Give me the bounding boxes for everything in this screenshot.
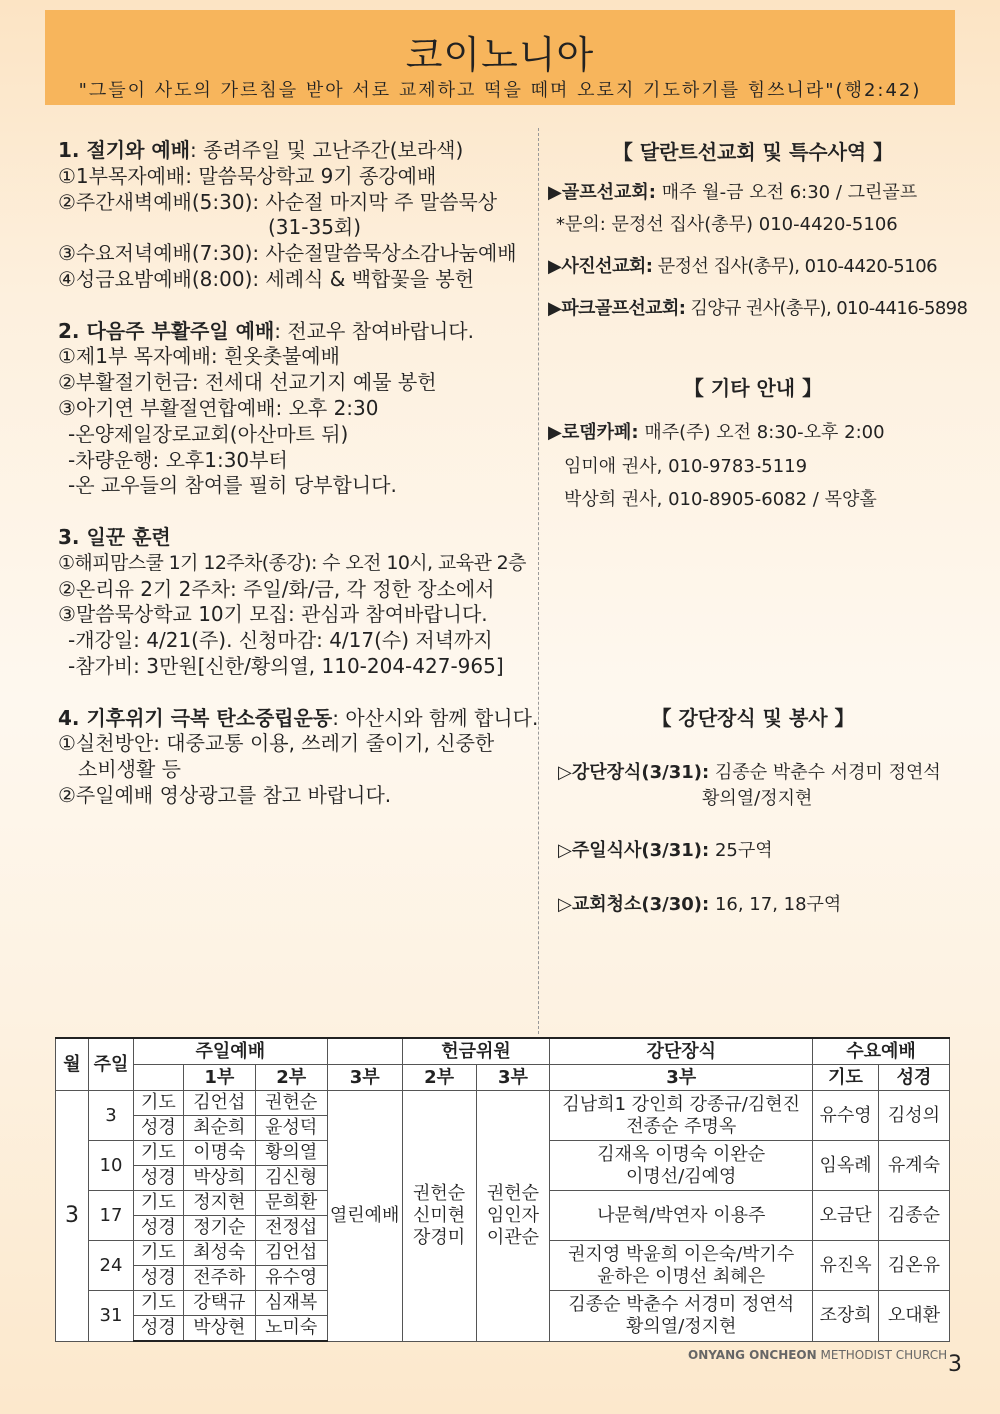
section-heading-text: : 아산시와 함께 합니다.	[332, 705, 539, 730]
altar-line: 나문혁/박연자 이용주	[597, 1204, 766, 1226]
role-label: 기도	[133, 1141, 183, 1166]
name-cell: 권헌순	[255, 1091, 327, 1116]
role-label: 기도	[133, 1091, 183, 1116]
text-line: ②주일예배 영상광고를 참고 바랍니다.	[58, 782, 392, 807]
offering-name: 권헌순	[486, 1182, 540, 1204]
clean-value: 16, 17, 18구역	[714, 894, 842, 915]
text-line: ③수요저녁예배(7:30): 사순절말씀묵상소감나눔예배	[58, 241, 517, 266]
offering-name: 임인자	[486, 1204, 540, 1226]
meal-label: ▷주일식사(3/31):	[558, 840, 710, 861]
role-label: 성경	[133, 1166, 183, 1191]
photo-label: ▶사진선교회:	[548, 256, 653, 277]
sunday-meal	[558, 836, 773, 862]
section-worship	[58, 138, 538, 293]
role-label: 기도	[133, 1241, 183, 1266]
church-cleaning	[558, 890, 841, 916]
text-line: -개강일: 4/21(주). 신청마감: 4/17(수) 저녁까지	[68, 628, 493, 653]
altar-decoration	[558, 758, 941, 784]
clean-label: ▷교회청소(3/30):	[558, 894, 710, 915]
open-worship-cell: 열린예배	[327, 1091, 402, 1342]
altar-cell	[550, 1091, 813, 1141]
column-divider	[538, 128, 539, 1034]
section-heading: 1. 절기와 예배	[58, 138, 191, 162]
week-day: 17	[88, 1191, 133, 1241]
etc-heading: 【 기타 안내 】	[683, 376, 823, 400]
header-banner	[45, 10, 955, 105]
altar-line: 황의열/정지현	[626, 1315, 737, 1337]
name-cell: 심재복	[255, 1291, 327, 1316]
name-cell: 유수영	[255, 1266, 327, 1291]
week-day: 24	[88, 1241, 133, 1291]
role-label: 기도	[133, 1191, 183, 1216]
section-training	[58, 525, 538, 680]
parkgolf-label: ▶파크골프선교회:	[548, 298, 686, 319]
church-name-bold: ONYANG ONCHEON	[688, 1348, 817, 1362]
wed-pray-cell: 조장희	[813, 1291, 879, 1342]
role-label: 기도	[133, 1291, 183, 1316]
name-cell: 최성숙	[183, 1241, 255, 1266]
altar-line: 김남희1 강인희 강종규/김현진	[562, 1093, 801, 1115]
offering-3bu-cell	[476, 1091, 550, 1342]
text-line: -차량운행: 오후1:30부터	[68, 447, 288, 472]
altar-value-2: 황의열/정지현	[702, 788, 813, 809]
subheader-offering-2bu: 2부	[402, 1065, 476, 1091]
golf-mission	[548, 178, 917, 204]
wed-bible-cell: 오대환	[878, 1291, 949, 1342]
wed-bible-cell: 김종순	[878, 1191, 949, 1241]
text-line: ②주간새벽예배(5:30): 사순절 마지막 주 말씀묵상	[58, 189, 498, 214]
golf-contact: *문의: 문정선 집사(총무) 010-4420-5106	[556, 214, 898, 235]
wed-bible-cell: 김온유	[878, 1241, 949, 1291]
month-cell: 3	[56, 1091, 89, 1342]
cafe-label: ▶로뎀카페:	[548, 422, 639, 443]
altar-cell	[550, 1141, 813, 1191]
golf-label: ▶골프선교회:	[548, 182, 656, 203]
name-cell: 황의열	[255, 1141, 327, 1166]
wed-bible-cell: 김성의	[878, 1091, 949, 1141]
photo-mission	[548, 252, 937, 278]
name-cell: 박상희	[183, 1166, 255, 1191]
altar-heading: 【 강단장식 및 봉사 】	[651, 706, 855, 730]
role-label: 성경	[133, 1216, 183, 1241]
header-week: 주일	[88, 1038, 133, 1091]
role-label: 성경	[133, 1316, 183, 1342]
cafe-value: 매주(주) 오전 8:30-오후 2:00	[644, 422, 885, 443]
parkgolf-value: 김양규 권사(총무), 010-4416-5898	[690, 298, 968, 319]
text-line: ②부활절기헌금: 전세대 선교기지 예물 봉헌	[58, 370, 437, 395]
offering-name: 이관순	[486, 1226, 540, 1248]
subheader-blank	[133, 1065, 183, 1091]
section-heading-text: : 전교우 참여바랍니다.	[274, 318, 474, 343]
text-line: ①1부목자예배: 말씀묵상학교 9기 종강예배	[58, 163, 437, 188]
church-name-footer	[688, 1348, 947, 1362]
text-line: ①제1부 목자예배: 흰옷촛불예배	[58, 344, 340, 369]
church-name-rest: METHODIST CHURCH	[816, 1348, 948, 1362]
bible-verse: "그들이 사도의 가르침을 받아 서로 교제하고 떡을 떼며 오로지 기도하기를 힘쓰니라"(행2:42)	[78, 80, 922, 101]
name-cell: 정기순	[183, 1216, 255, 1241]
altar-line: 윤하은 이명선 최혜은	[597, 1265, 766, 1287]
altar-line: 이명선/김예영	[626, 1165, 737, 1187]
name-cell: 박상현	[183, 1316, 255, 1342]
text-line: ③말씀묵상학교 10기 모집: 관심과 참여바랍니다.	[58, 602, 488, 627]
text-line: ①해피맘스쿨 1기 12주차(종강): 수 오전 10시, 교육관 2층	[58, 551, 526, 574]
subheader-bible: 성경	[878, 1065, 949, 1091]
text-line: ①실천방안: 대중교통 이용, 쓰레기 줄이기, 신중한	[58, 731, 495, 756]
subheader-pray: 기도	[813, 1065, 879, 1091]
week-day: 31	[88, 1291, 133, 1342]
section-easter	[58, 319, 538, 500]
cafe-contact-2: 박상희 권사, 010-8905-6082 / 목양홀	[564, 489, 877, 510]
header-month: 월	[56, 1038, 89, 1091]
service-schedule-table	[55, 1037, 950, 1342]
text-line: (31-35회)	[268, 215, 362, 240]
section-heading-text: : 종려주일 및 고난주간(보라색)	[190, 138, 464, 162]
text-line: ②온리유 2기 2주차: 주일/화/금, 각 정한 장소에서	[58, 576, 495, 601]
subheader-offering-3bu: 3부	[476, 1065, 550, 1091]
week-day: 10	[88, 1141, 133, 1191]
mission-heading: 【 달란트선교회 및 특수사역 】	[612, 140, 894, 164]
week-day: 3	[88, 1091, 133, 1141]
name-cell: 김신형	[255, 1166, 327, 1191]
name-cell: 정지현	[183, 1191, 255, 1216]
meal-value: 25구역	[714, 840, 773, 861]
offering-name: 신미현	[412, 1204, 466, 1226]
altar-line: 김종순 박춘수 서경미 정연석	[568, 1293, 795, 1315]
section-heading: 2. 다음주 부활주일 예배	[58, 318, 275, 343]
section-climate	[58, 706, 538, 809]
header-blank	[327, 1038, 402, 1065]
text-line: 소비생활 등	[78, 757, 181, 782]
name-cell: 노미숙	[255, 1316, 327, 1342]
name-cell: 전정섭	[255, 1216, 327, 1241]
name-cell: 최순희	[183, 1116, 255, 1141]
text-line: ④성금요밤예배(8:00): 세례식 & 백합꽃을 봉헌	[58, 266, 475, 291]
parkgolf-mission	[548, 294, 967, 320]
offering-2bu-cell	[402, 1091, 476, 1342]
name-cell: 김언섭	[183, 1091, 255, 1116]
name-cell: 전주하	[183, 1266, 255, 1291]
altar-line: 권지영 박윤희 이은숙/박기수	[568, 1243, 795, 1265]
name-cell: 문희환	[255, 1191, 327, 1216]
page-title: 코이노니아	[405, 33, 595, 77]
header-offering: 헌금위원	[402, 1038, 550, 1065]
altar-line: 전종순 주명옥	[626, 1115, 737, 1137]
text-line: ③아기연 부활절연합예배: 오후 2:30	[58, 395, 379, 420]
section-heading: 4. 기후위기 극복 탄소중립운동	[58, 705, 333, 730]
altar-cell	[550, 1241, 813, 1291]
name-cell: 강택규	[183, 1291, 255, 1316]
header-sunday-worship: 주일예배	[133, 1038, 327, 1065]
name-cell: 김언섭	[255, 1241, 327, 1266]
subheader-2bu: 2부	[255, 1065, 327, 1091]
altar-line: 김재옥 이명숙 이완순	[597, 1143, 766, 1165]
altar-cell	[550, 1291, 813, 1342]
name-cell: 이명숙	[183, 1141, 255, 1166]
header-altar: 강단장식	[550, 1038, 813, 1065]
golf-value: 매주 월-금 오전 6:30 / 그린골프	[661, 182, 918, 203]
subheader-3bu: 3부	[327, 1065, 402, 1091]
wed-pray-cell: 유수영	[813, 1091, 879, 1141]
name-cell: 윤성덕	[255, 1116, 327, 1141]
cafe-info	[548, 418, 885, 444]
offering-name: 장경미	[412, 1226, 466, 1248]
wed-bible-cell: 유계숙	[878, 1141, 949, 1191]
subheader-altar-3bu: 3부	[550, 1065, 813, 1091]
text-line: -온양제일장로교회(아산마트 뒤)	[68, 421, 349, 446]
text-line: -온 교우들의 참여를 필히 당부합니다.	[68, 473, 397, 498]
header-wednesday: 수요예배	[813, 1038, 950, 1065]
subheader-1bu: 1부	[183, 1065, 255, 1091]
page-number: 3	[948, 1352, 962, 1377]
role-label: 성경	[133, 1116, 183, 1141]
wed-pray-cell: 오금단	[813, 1191, 879, 1241]
announcements-column	[58, 138, 538, 835]
wed-pray-cell: 임옥례	[813, 1141, 879, 1191]
offering-name: 권헌순	[412, 1182, 466, 1204]
wed-pray-cell: 유진옥	[813, 1241, 879, 1291]
altar-value: 김종순 박춘수 서경미 정연석	[714, 762, 941, 783]
role-label: 성경	[133, 1266, 183, 1291]
cafe-contact-1: 임미애 권사, 010-9783-5119	[564, 456, 808, 477]
altar-cell	[550, 1191, 813, 1241]
section-heading: 3. 일꾼 훈련	[58, 524, 171, 549]
photo-value: 문정선 집사(총무), 010-4420-5106	[657, 256, 938, 277]
text-line: -참가비: 3만원[신한/황의열, 110-204-427-965]	[68, 653, 504, 678]
altar-label: ▷강단장식(3/31):	[558, 762, 710, 783]
